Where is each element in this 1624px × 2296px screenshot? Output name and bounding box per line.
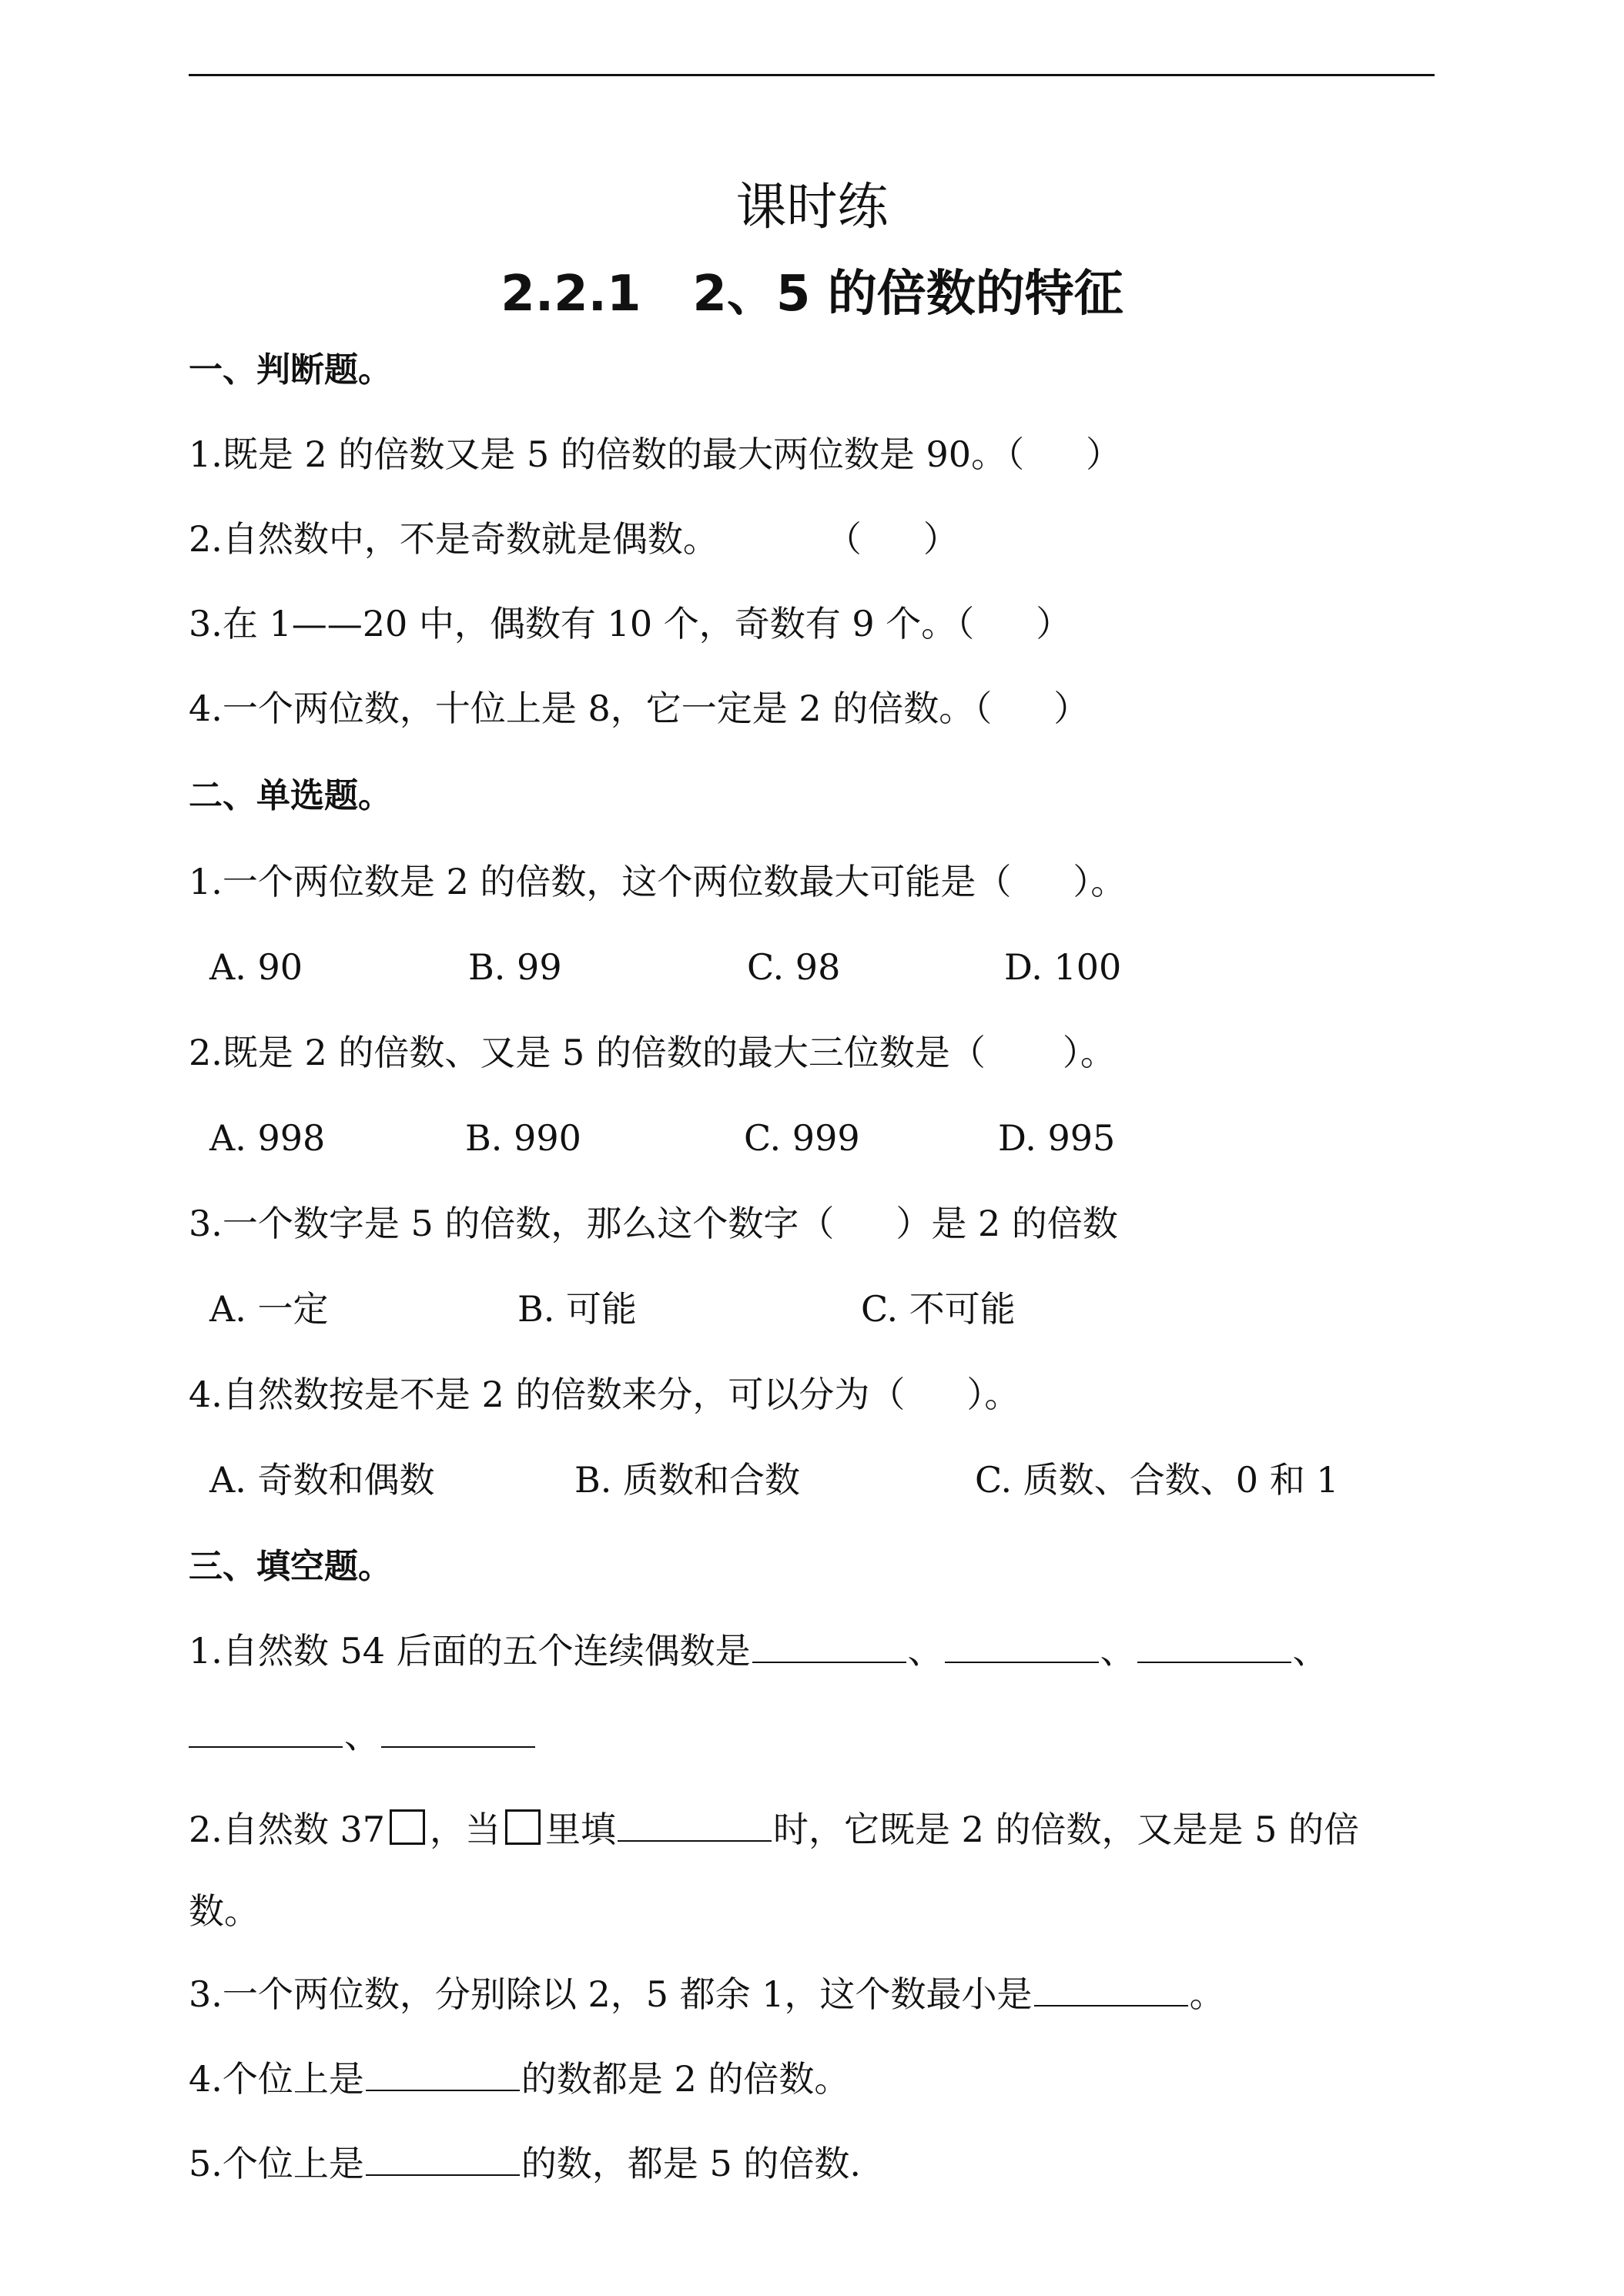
answer-paren[interactable]: （ ） xyxy=(956,603,1072,644)
section-heading-fill: 三、填空题。 xyxy=(189,1547,392,1586)
choice-option-c[interactable]: C. 98 xyxy=(747,946,841,988)
choice-option-c[interactable]: C. 质数、合数、0 和 1 xyxy=(975,1459,1339,1501)
header-rule xyxy=(189,74,1435,76)
fill-question-2-cont: 数。 xyxy=(189,1890,260,1932)
answer-paren[interactable]: （ ） xyxy=(949,1032,1080,1073)
item-text: 1.既是 2 的倍数又是 5 的倍数的最大两位数是 90。 xyxy=(189,433,1007,475)
answer-paren[interactable]: （ ） xyxy=(825,518,959,560)
question-text: 4.自然数按是不是 2 的倍数来分，可以分为 xyxy=(189,1374,870,1415)
choice-question-1: 1.一个两位数是 2 的倍数，这个两位数最大可能是（ ）。 xyxy=(189,861,1127,902)
question-text: 1.自然数 54 后面的五个连续偶数是 xyxy=(189,1630,751,1672)
choice-option-c[interactable]: C. 不可能 xyxy=(861,1288,1016,1330)
choice-option-a[interactable]: A. 998 xyxy=(209,1117,326,1159)
question-text: 2.既是 2 的倍数、又是 5 的倍数的最大三位数是 xyxy=(189,1032,950,1073)
choice-option-b[interactable]: B. 990 xyxy=(465,1117,581,1159)
choice-question-4: 4.自然数按是不是 2 的倍数来分，可以分为（ ）。 xyxy=(189,1374,1020,1415)
section-heading-choice: 二、单选题。 xyxy=(189,776,392,815)
judgement-item-2 xyxy=(189,517,959,561)
answer-paren[interactable]: （ ） xyxy=(976,861,1091,902)
answer-blank[interactable] xyxy=(381,1715,535,1748)
item-text: 3.在 1——20 中，偶数有 10 个，奇数有 9 个。 xyxy=(189,603,957,644)
judgement-item-1 xyxy=(189,433,1121,476)
digit-box[interactable] xyxy=(505,1809,541,1845)
answer-blank[interactable] xyxy=(366,2059,520,2091)
answer-blank[interactable] xyxy=(752,1631,906,1663)
choice-option-b[interactable]: B. 99 xyxy=(468,946,562,988)
answer-blank[interactable] xyxy=(1034,1974,1188,2006)
question-text: 1.一个两位数是 2 的倍数，这个两位数最大可能是 xyxy=(189,861,976,902)
answer-blank[interactable] xyxy=(366,2144,520,2176)
question-text: 3.一个两位数，分别除以 2，5 都余 1，这个数最小是 xyxy=(189,1973,1033,2015)
fill-question-4: 4.个位上是 的数都是 2 的倍数。 xyxy=(189,2058,850,2100)
fill-question-2: 2.自然数 37 ，当 里填 时，它既是 2 的倍数，又是是 5 的倍 xyxy=(189,1809,1360,1850)
choice-option-b[interactable]: B. 可能 xyxy=(517,1288,638,1330)
judgement-item-3 xyxy=(189,602,1071,645)
lesson-subtitle: 2.2.1 2、5 的倍数的特征 xyxy=(501,266,1123,323)
item-text: 2.自然数中，不是奇数就是偶数。 xyxy=(189,518,718,560)
answer-blank[interactable] xyxy=(945,1631,1099,1663)
choice-option-d[interactable]: D. 995 xyxy=(998,1117,1116,1159)
answer-blank[interactable] xyxy=(189,1715,343,1748)
fill-question-3: 3.一个两位数，分别除以 2，5 都余 1，这个数最小是 。 xyxy=(189,1973,1225,2015)
item-text: 4.一个两位数，十位上是 8，它一定是 2 的倍数。 xyxy=(189,688,975,729)
answer-paren[interactable]: （ ） xyxy=(1006,433,1122,475)
answer-paren[interactable]: （ ） xyxy=(799,1203,932,1244)
choice-option-c[interactable]: C. 999 xyxy=(744,1117,860,1159)
choice-question-3: 3.一个数字是 5 的倍数，那么这个数字（ ）是 2 的倍数 xyxy=(189,1203,1118,1244)
choice-option-a[interactable]: A. 一定 xyxy=(209,1288,329,1330)
fill-question-1-cont: 、 xyxy=(189,1714,537,1757)
question-text: 3.一个数字是 5 的倍数，那么这个数字 xyxy=(189,1203,799,1244)
answer-blank[interactable] xyxy=(1137,1631,1291,1663)
question-text: 4.个位上是 xyxy=(189,2058,364,2100)
choice-option-b[interactable]: B. 质数和合数 xyxy=(574,1459,801,1501)
answer-blank[interactable] xyxy=(618,1809,772,1842)
fill-question-5: 5.个位上是 的数，都是 5 的倍数. xyxy=(189,2143,862,2184)
answer-paren[interactable]: （ ） xyxy=(974,688,1090,729)
choice-question-2: 2.既是 2 的倍数、又是 5 的倍数的最大三位数是（ ）。 xyxy=(189,1032,1116,1073)
answer-paren[interactable]: （ ） xyxy=(869,1374,985,1415)
fill-question-1: 1.自然数 54 后面的五个连续偶数是 、 、 、 xyxy=(189,1630,1328,1672)
judgement-item-4 xyxy=(189,687,1089,730)
question-text: 2.自然数 37 xyxy=(189,1809,386,1850)
digit-box[interactable] xyxy=(390,1809,425,1845)
question-text: 5.个位上是 xyxy=(189,2143,364,2184)
section-heading-judgement: 一、判断题。 xyxy=(189,350,392,390)
choice-option-a[interactable]: A. 90 xyxy=(209,946,303,988)
choice-option-d[interactable]: D. 100 xyxy=(1004,946,1122,988)
choice-option-a[interactable]: A. 奇数和偶数 xyxy=(209,1459,435,1501)
page-title: 课时练 xyxy=(735,177,889,236)
